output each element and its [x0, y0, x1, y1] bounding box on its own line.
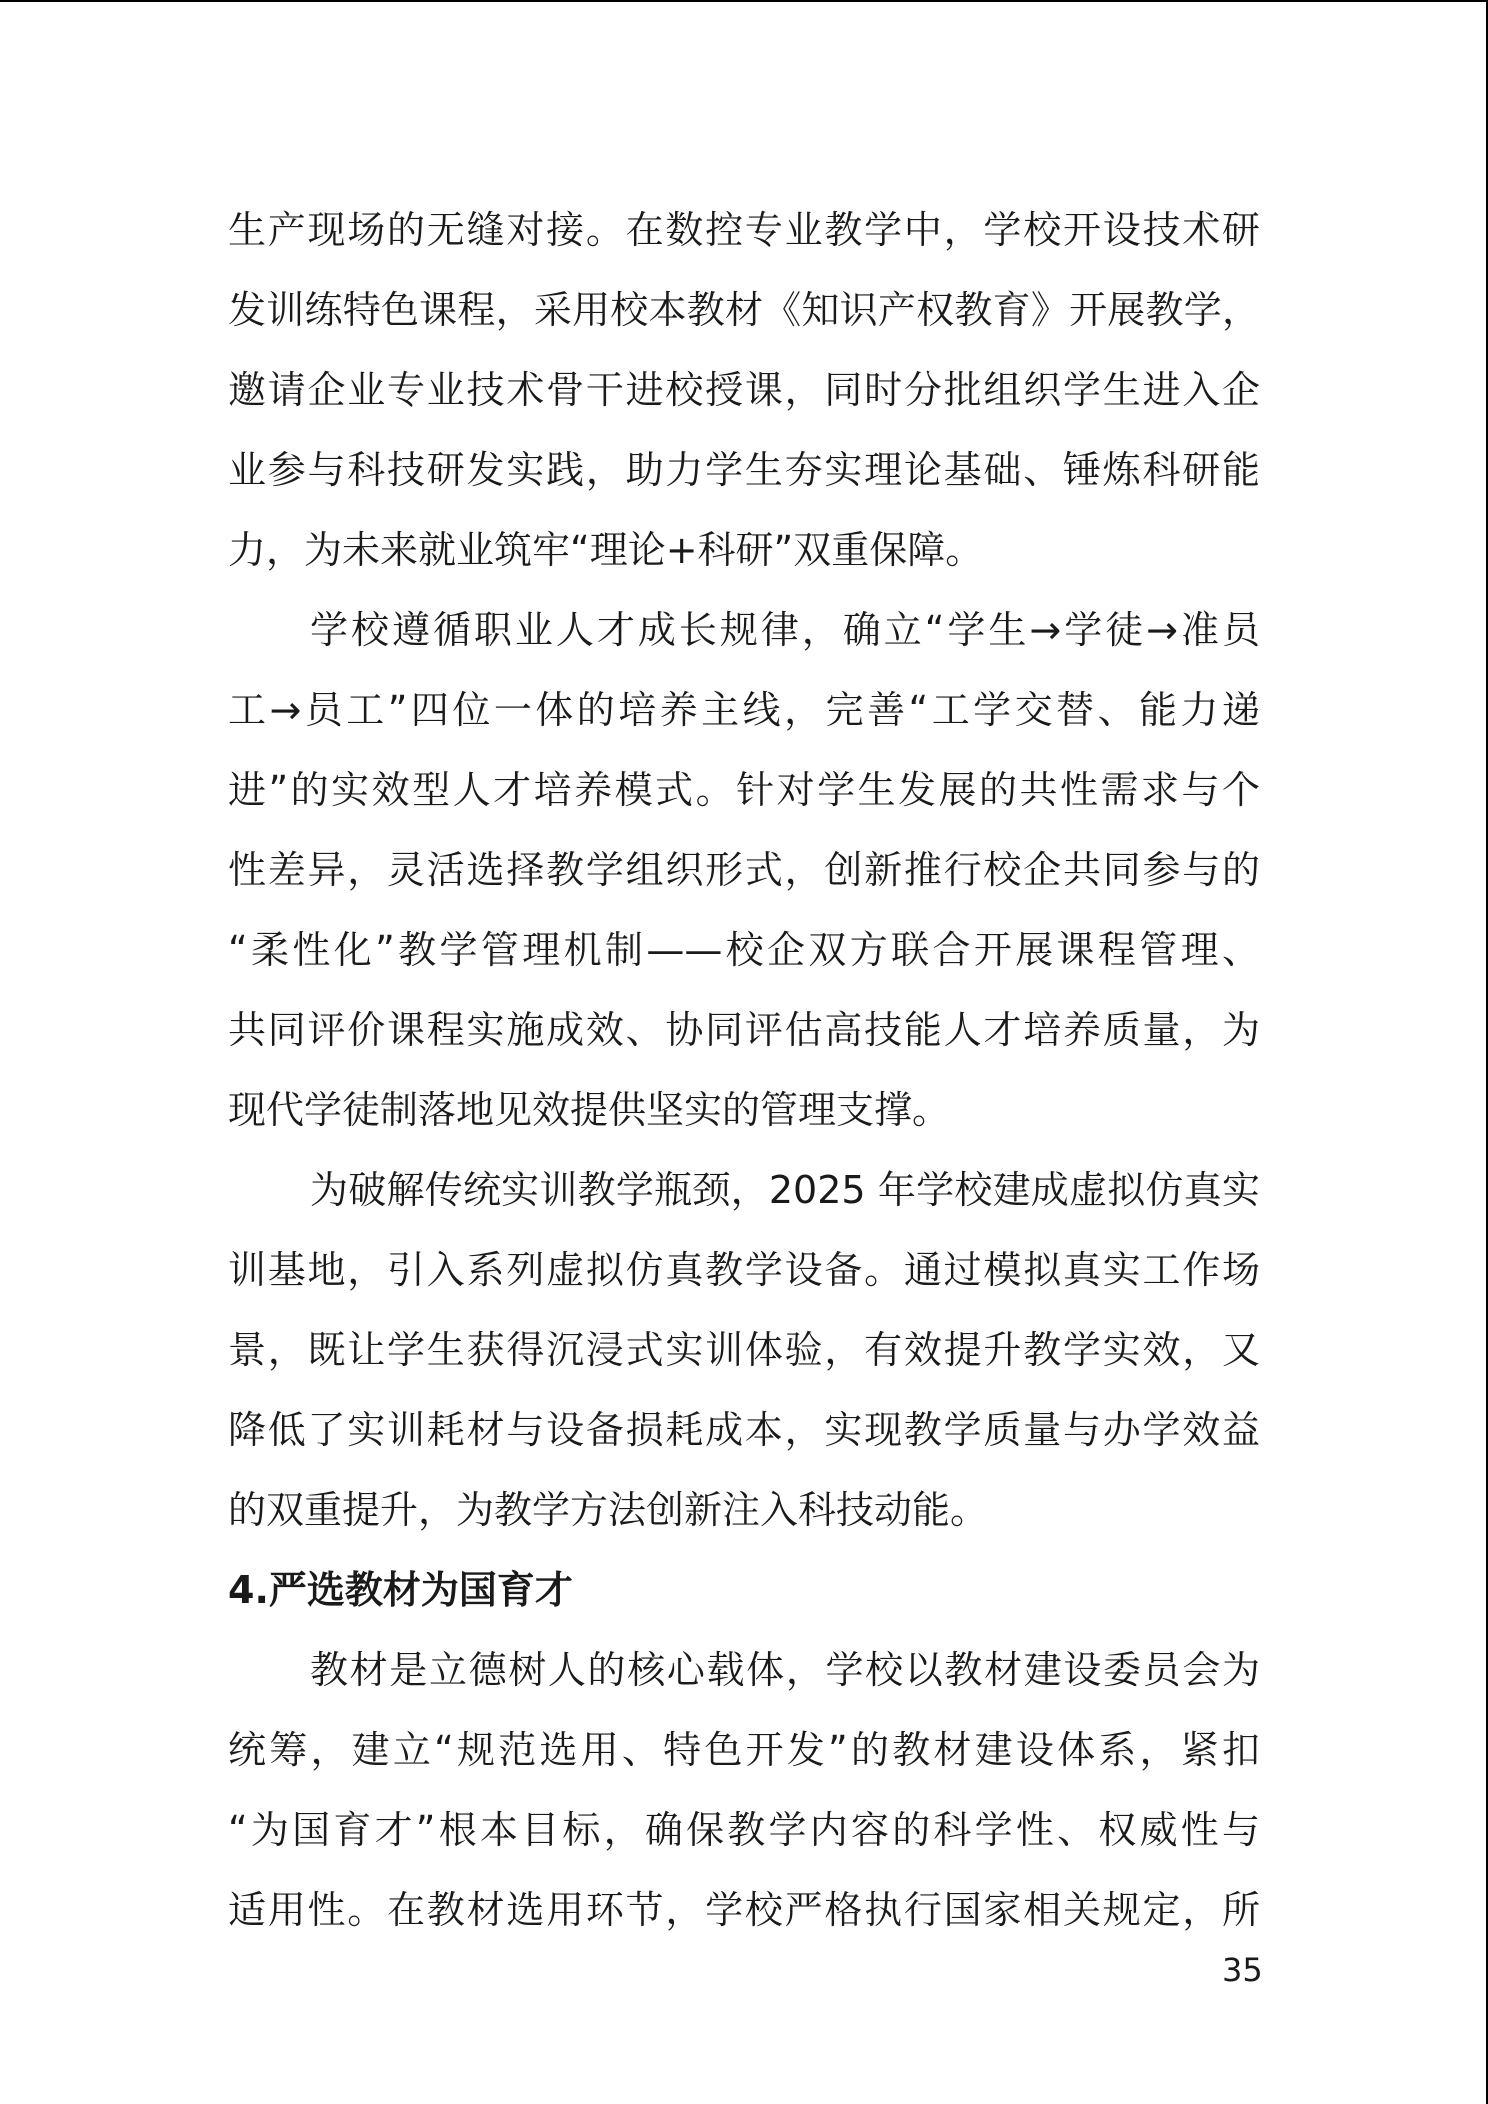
text-line: 进”的实效型人才培养模式。针对学生发展的共性需求与个	[228, 768, 1260, 812]
text-line: 业参与科技研发实践，助力学生夯实理论基础、锤炼科研能	[228, 448, 1260, 492]
text-line: 现代学徒制落地见效提供坚实的管理支撑。	[228, 1088, 951, 1132]
paragraph-1	[228, 190, 1260, 590]
text-line: 统筹，建立“规范选用、特色开发”的教材建设体系，紧扣	[228, 1728, 1260, 1772]
text-line: 景，既让学生获得沉浸式实训体验，有效提升教学实效，又	[228, 1328, 1260, 1372]
text-line: 邀请企业专业技术骨干进校授课，同时分批组织学生进入企	[228, 368, 1260, 412]
text-line: 力，为未来就业筑牢“理论+科研”双重保障。	[228, 528, 984, 572]
text-line: 工→员工”四位一体的培养主线，完善“工学交替、能力递	[228, 688, 1260, 732]
page-number: 35	[1222, 1951, 1263, 1989]
page-body	[228, 190, 1260, 1950]
text-line: “柔性化”教学管理机制——校企双方联合开展课程管理、	[228, 928, 1260, 972]
top-border	[0, 0, 1488, 2]
text-line: “为国育才”根本目标，确保教学内容的科学性、权威性与	[228, 1808, 1260, 1852]
text-line: 共同评价课程实施成效、协同评估高技能人才培养质量，为	[228, 1008, 1260, 1052]
text-line: 性差异，灵活选择教学组织形式，创新推行校企共同参与的	[228, 848, 1260, 892]
text-line: 训基地，引入系列虚拟仿真教学设备。通过模拟真实工作场	[228, 1248, 1260, 1292]
text-line: 学校遵循职业人才成长规律，确立“学生→学徒→准员	[310, 608, 1260, 652]
section-heading: 4.严选教材为国育才	[228, 1568, 573, 1612]
text-line: 为破解传统实训教学瓶颈，2025 年学校建成虚拟仿真实	[310, 1168, 1260, 1212]
text-line: 生产现场的无缝对接。在数控专业教学中，学校开设技术研	[228, 208, 1260, 252]
paragraph-3	[228, 1150, 1260, 1550]
paragraph-2	[228, 590, 1260, 1150]
text-line: 教材是立德树人的核心载体，学校以教材建设委员会为	[310, 1648, 1260, 1692]
text-line: 降低了实训耗材与设备损耗成本，实现教学质量与办学效益	[228, 1408, 1260, 1452]
text-line: 适用性。在教材选用环节，学校严格执行国家相关规定，所	[228, 1888, 1260, 1932]
text-line: 的双重提升，为教学方法创新注入科技动能。	[228, 1488, 989, 1532]
text-line: 发训练特色课程，采用校本教材《知识产权教育》开展教学，	[228, 288, 1260, 332]
paragraph-4	[228, 1630, 1260, 1950]
